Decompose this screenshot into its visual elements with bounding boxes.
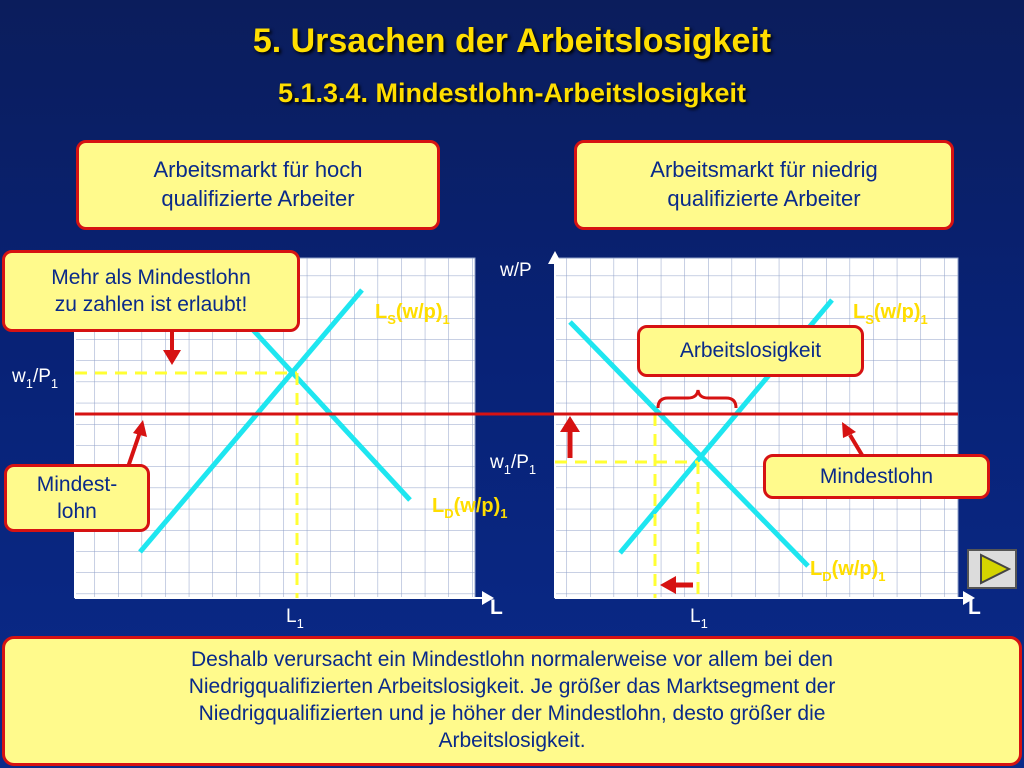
high-qualified-market-box (76, 140, 440, 230)
right-demand-label: $L_D(w/p)_1$ (810, 558, 886, 584)
min-wage-right-label: Mindestlohn (819, 464, 934, 488)
right-labour-eq-label: $L_1$ (690, 606, 708, 631)
left-labour-eq-label: $L_1$ (286, 606, 304, 631)
bottom-explanation-box (2, 636, 1022, 766)
right-wage-eq-label: $w_1/P_1$ (490, 452, 537, 477)
minimum-wage-left-box (4, 464, 150, 532)
allowed-line-1: Mehr als Mindestlohn (51, 265, 251, 289)
allowed-line-2: zu zahlen ist erlaubt! (54, 293, 248, 316)
min-wage-left-line-1: Mindest- (36, 472, 118, 496)
unemployment-label: Arbeitslosigkeit (679, 339, 822, 363)
allowed-note-box (2, 250, 300, 332)
unemployment-box (637, 325, 864, 377)
explanation-line-4: Arbeitslosigkeit. (438, 728, 586, 752)
low-market-line-2: qualifizierte Arbeiter (667, 186, 861, 211)
play-triangle-icon (969, 551, 1015, 587)
low-qualified-market-box (574, 140, 954, 230)
right-supply-label: $L_S(w/p)_1$ (853, 301, 928, 327)
explanation-line-2: Niedrigqualifizierten Arbeitslosigkeit. Je größer das Marktsegment der (188, 675, 836, 699)
page-title: 5. Ursachen der Arbeitslosigkeit (252, 22, 772, 60)
explanation-line-1: Deshalb verursacht ein Mindestlohn normalerweise vor allem bei den (191, 648, 833, 672)
min-wage-left-line-2: lohn (57, 500, 97, 523)
high-market-line-2: qualifizierte Arbeiter (161, 186, 355, 211)
play-button[interactable] (967, 549, 1017, 589)
right-wage-axis-label: w/P (500, 260, 532, 281)
right-panel (489, 251, 981, 631)
left-demand-label: $L_D(w/p)_1$ (432, 495, 508, 521)
right-labour-axis-label: L (968, 596, 981, 619)
left-wage-eq-label: $w_1/P_1$ (12, 366, 59, 391)
high-market-line-1: Arbeitsmarkt für hoch (153, 157, 363, 183)
low-market-line-1: Arbeitsmarkt für niedrig (650, 157, 878, 183)
page-subtitle: 5.1.3.4. Mindestlohn-Arbeitslosigkeit (277, 78, 747, 108)
explanation-line-3: Niedrigqualifizierten und je höher der Mindestlohn, desto größer die (198, 702, 826, 725)
left-labour-axis-label: L (490, 596, 503, 619)
minimum-wage-right-box (763, 454, 990, 499)
left-supply-label: $L_S(w/p)_1$ (375, 301, 450, 327)
